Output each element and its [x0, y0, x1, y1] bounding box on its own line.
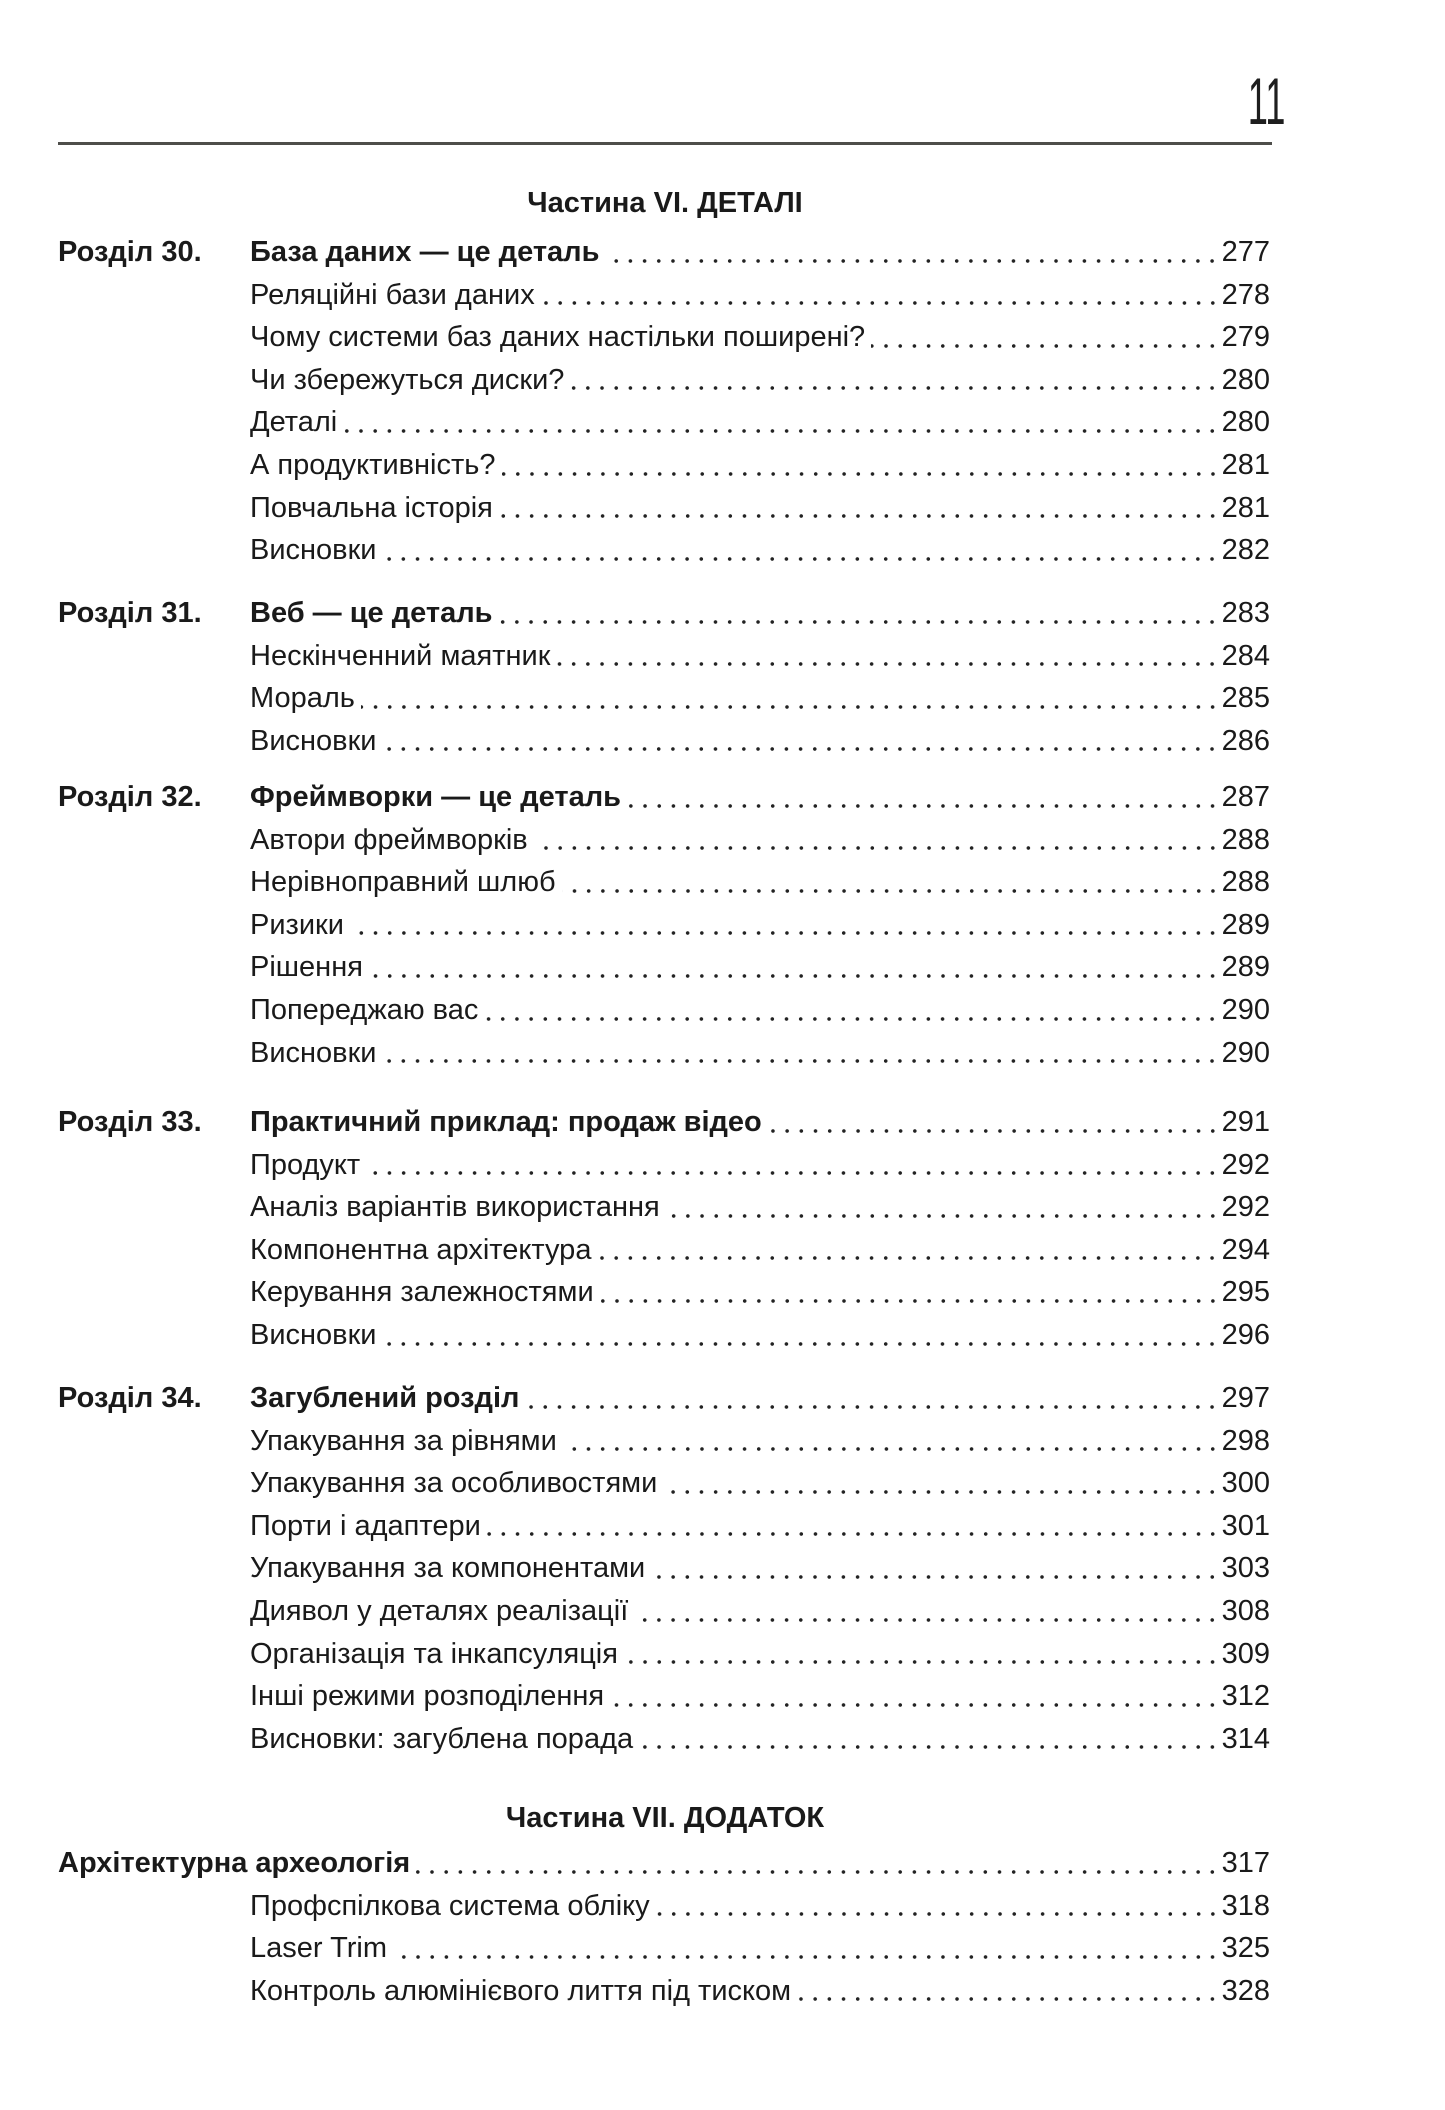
- page-ref: 292: [1221, 1191, 1270, 1224]
- page-ref: 298: [1221, 1424, 1270, 1457]
- dot-leader: [562, 888, 1220, 894]
- page-ref: 291: [1221, 1106, 1270, 1138]
- toc-section-row[interactable]: [58, 401, 1270, 444]
- section-title: Висновки: [250, 1318, 377, 1351]
- toc-chapter: [58, 1377, 1270, 1760]
- dot-leader: [499, 513, 1220, 519]
- section-title: Організація та інкапсуляція: [250, 1637, 618, 1670]
- toc-chapter: [58, 231, 1270, 572]
- dot-leader: [666, 1213, 1220, 1219]
- page-ref: 303: [1221, 1552, 1270, 1585]
- dot-leader: [382, 1341, 1219, 1347]
- toc-section-row[interactable]: [58, 359, 1270, 402]
- page-ref: 296: [1221, 1318, 1270, 1351]
- dot-leader: [600, 1298, 1220, 1304]
- section-title: Профспілкова система обліку: [250, 1889, 650, 1922]
- toc-section-row[interactable]: [58, 1927, 1270, 1970]
- toc-section-row[interactable]: [58, 316, 1270, 359]
- section-title: Продукт: [250, 1148, 361, 1181]
- dot-leader: [502, 471, 1220, 477]
- toc-section-row[interactable]: [58, 487, 1270, 530]
- part-heading: Частина VI. ДЕТАЛІ: [527, 187, 803, 219]
- dot-leader: [534, 845, 1220, 851]
- section-title: Порти і адаптери: [250, 1509, 481, 1542]
- section-title: Аналіз варіантів використання: [250, 1191, 660, 1224]
- section-title: Упакування за рівнями: [250, 1424, 557, 1457]
- toc-section-row[interactable]: [58, 1144, 1270, 1187]
- dot-leader: [382, 556, 1219, 562]
- page-ref: 317: [1221, 1847, 1270, 1879]
- dot-leader: [484, 1016, 1219, 1022]
- dot-leader: [627, 803, 1220, 809]
- toc-chapter-row[interactable]: [58, 776, 1270, 819]
- dot-leader: [350, 930, 1220, 936]
- toc-section-row[interactable]: [58, 946, 1270, 989]
- section-title: Нерівноправний шлюб: [250, 866, 556, 899]
- page-ref: 277: [1221, 236, 1270, 268]
- toc-section-row[interactable]: [58, 904, 1270, 947]
- page-ref: 294: [1221, 1233, 1270, 1266]
- chapter-label: Розділ 34.: [58, 1382, 202, 1414]
- toc-section-row[interactable]: [58, 1970, 1270, 2013]
- section-title: Попереджаю вас: [250, 993, 479, 1026]
- page-ref: 282: [1221, 534, 1270, 567]
- dot-leader: [541, 300, 1220, 306]
- dot-leader: [610, 1702, 1219, 1708]
- page-ref: 288: [1221, 866, 1270, 899]
- dot-leader: [498, 619, 1219, 625]
- page-ref: 289: [1221, 908, 1270, 941]
- dot-leader: [343, 428, 1219, 434]
- page-ref: 297: [1221, 1382, 1270, 1414]
- toc-section-row[interactable]: [58, 989, 1270, 1032]
- page-ref: 295: [1221, 1276, 1270, 1309]
- toc-section-row[interactable]: [58, 1032, 1270, 1075]
- section-title: Laser Trim: [250, 1932, 387, 1965]
- section-title: Рішення: [250, 951, 363, 984]
- toc-appendix: [58, 1842, 1270, 2012]
- dot-leader: [634, 1617, 1219, 1623]
- page-ref: 288: [1221, 823, 1270, 856]
- toc-section-row[interactable]: [58, 1186, 1270, 1229]
- page-ref: 292: [1221, 1148, 1270, 1181]
- dot-leader: [663, 1489, 1219, 1495]
- dot-leader: [563, 1446, 1220, 1452]
- dot-leader: [487, 1531, 1220, 1537]
- page-ref: 309: [1221, 1637, 1270, 1670]
- toc-chapter-row[interactable]: [58, 231, 1270, 274]
- chapter-title: Фреймворки — це деталь: [250, 781, 621, 813]
- page-ref: 289: [1221, 951, 1270, 984]
- page-ref: 301: [1221, 1509, 1270, 1542]
- chapter-label: Розділ 31.: [58, 597, 202, 629]
- toc-section-row[interactable]: [58, 274, 1270, 317]
- toc-section-row[interactable]: [58, 1314, 1270, 1357]
- toc-section-row[interactable]: [58, 1547, 1270, 1590]
- dot-leader: [651, 1574, 1219, 1580]
- section-title: Висновки: [250, 534, 377, 567]
- page-ref: 285: [1221, 682, 1270, 715]
- page-ref: 278: [1221, 278, 1270, 311]
- page-ref: 286: [1221, 724, 1270, 757]
- toc-chapter: [58, 1101, 1270, 1357]
- header-rule: [58, 142, 1272, 145]
- page-ref: 279: [1221, 321, 1270, 354]
- page-ref: 328: [1221, 1974, 1270, 2007]
- chapter-label: Розділ 30.: [58, 236, 202, 268]
- dot-leader: [382, 1058, 1219, 1064]
- toc-chapter: [58, 776, 1270, 1074]
- section-title: Ризики: [250, 908, 344, 941]
- dot-leader: [416, 1869, 1219, 1875]
- toc-section-row[interactable]: [58, 720, 1270, 763]
- toc-section-row[interactable]: [58, 635, 1270, 678]
- part-heading: Частина VII. ДОДАТОК: [505, 1802, 825, 1834]
- toc-section-row[interactable]: [58, 1675, 1270, 1718]
- section-title: Чи збережуться диски?: [250, 363, 565, 396]
- toc-appendix-row[interactable]: [58, 1842, 1270, 1885]
- page-ref: 280: [1221, 363, 1270, 396]
- page-ref: 314: [1221, 1722, 1270, 1755]
- toc-chapter-row[interactable]: [58, 592, 1270, 635]
- page-ref: 318: [1221, 1889, 1270, 1922]
- dot-leader: [605, 258, 1219, 264]
- toc-section-row[interactable]: [58, 677, 1270, 720]
- toc-section-row[interactable]: [58, 1718, 1270, 1761]
- page-ref: 300: [1221, 1467, 1270, 1500]
- section-title: Реляційні бази даних: [250, 278, 535, 311]
- page-ref: 287: [1221, 781, 1270, 813]
- page-ref: 281: [1221, 491, 1270, 524]
- chapter-title: База даних — це деталь: [250, 236, 600, 268]
- dot-leader: [393, 1954, 1220, 1960]
- page-ref: 284: [1221, 639, 1270, 672]
- section-title: Висновки: [250, 1036, 377, 1069]
- chapter-title: Веб — це деталь: [250, 597, 493, 629]
- section-title: Упакування за особливостями: [250, 1467, 658, 1500]
- section-title: Керування залежностями: [250, 1276, 594, 1309]
- page-ref: 290: [1221, 1036, 1270, 1069]
- toc-section-row[interactable]: [58, 1633, 1270, 1676]
- dot-leader: [366, 1170, 1219, 1176]
- page-number: 11: [1247, 64, 1286, 138]
- toc-section-row[interactable]: [58, 861, 1270, 904]
- toc-chapter-row[interactable]: [58, 1101, 1270, 1144]
- toc-section-row[interactable]: [58, 1505, 1270, 1548]
- toc-section-row[interactable]: [58, 1420, 1270, 1463]
- section-title: Деталі: [250, 406, 338, 439]
- section-title: Контроль алюмінієвого лиття під тиском: [250, 1974, 792, 2007]
- dot-leader: [639, 1744, 1219, 1750]
- page-ref: 290: [1221, 993, 1270, 1026]
- toc-chapter-row[interactable]: [58, 1377, 1270, 1420]
- page-ref: 283: [1221, 597, 1270, 629]
- section-title: Автори фреймворків: [250, 823, 528, 856]
- toc-section-row[interactable]: [58, 819, 1270, 862]
- section-title: Повчальна історія: [250, 491, 493, 524]
- dot-leader: [570, 385, 1219, 391]
- dot-leader: [656, 1911, 1220, 1917]
- toc-section-row[interactable]: [58, 1229, 1270, 1272]
- section-title: Інші режими розподілення: [250, 1680, 605, 1713]
- page-ref: 325: [1221, 1932, 1270, 1965]
- toc-section-row[interactable]: [58, 444, 1270, 487]
- toc-section-row[interactable]: [58, 1885, 1270, 1928]
- chapter-label: Розділ 32.: [58, 781, 202, 813]
- section-title: Чому системи баз даних настільки поширені?: [250, 321, 866, 354]
- dot-leader: [597, 1255, 1219, 1261]
- section-title: Висновки: [250, 724, 377, 757]
- page-ref: 280: [1221, 406, 1270, 439]
- section-title: Мораль: [250, 682, 355, 715]
- dot-leader: [525, 1404, 1219, 1410]
- page-ref: 308: [1221, 1594, 1270, 1627]
- toc-section-row[interactable]: [58, 1590, 1270, 1633]
- toc-section-row[interactable]: [58, 1462, 1270, 1505]
- section-title: Упакування за компонентами: [250, 1552, 646, 1585]
- section-title: Висновки: загублена порада: [250, 1722, 634, 1755]
- dot-leader: [797, 1996, 1220, 2002]
- appendix-title: Архітектурна археологія: [58, 1847, 411, 1879]
- dot-leader: [361, 704, 1220, 710]
- page-ref: 281: [1221, 448, 1270, 481]
- chapter-title: Практичний приклад: продаж відео: [250, 1106, 762, 1138]
- section-title: Нескінченний маятник: [250, 639, 551, 672]
- dot-leader: [624, 1659, 1220, 1665]
- section-title: Диявол у деталях реалізації: [250, 1594, 629, 1627]
- chapter-label: Розділ 33.: [58, 1106, 202, 1138]
- dot-leader: [871, 343, 1219, 349]
- toc-chapter: [58, 592, 1270, 762]
- dot-leader: [768, 1128, 1220, 1134]
- dot-leader: [369, 973, 1220, 979]
- toc-section-row[interactable]: [58, 1271, 1270, 1314]
- section-title: А продуктивність?: [250, 448, 496, 481]
- dot-leader: [382, 746, 1219, 752]
- page-ref: 312: [1221, 1680, 1270, 1713]
- dot-leader: [556, 661, 1219, 667]
- chapter-title: Загублений розділ: [250, 1382, 520, 1414]
- toc-section-row[interactable]: [58, 529, 1270, 572]
- section-title: Компонентна архітектура: [250, 1233, 592, 1266]
